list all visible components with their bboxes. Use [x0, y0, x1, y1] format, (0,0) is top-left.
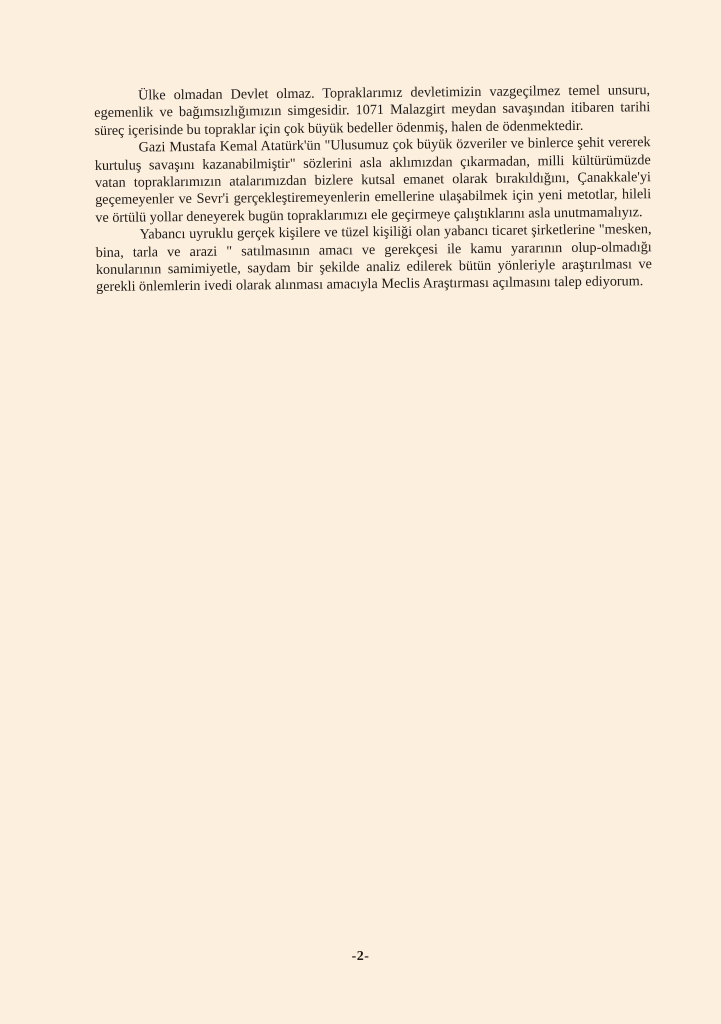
paragraph-ataturk-quote: Gazi Mustafa Kemal Atatürk'ün "Ulusumuz çok büyük özveriler ve binlerce şehit vererek kurtuluş savaşını kazanabilmiştir" sözlerini asla aklımızdan çıkarmadan, milli kültürümüzde vatan topraklarımızın atalarımızdan bizlere kutsal emanet olarak bırakıldığını, Çanakkale'yi geçemeyenler ve Sevr'i gerçekleştiremeyenlerin emellerine ulaşabilmek için yeni metotlar, hileli ve örtülü yollar deneyerek bugün topraklarımızı ele geçirmeye çalıştıklarını asla unutmamalıyız. [94, 134, 652, 226]
paragraph-research-request: Yabancı uyruklu gerçek kişilere ve tüzel kişiliği olan yabancı ticaret şirketlerine "mesken, bina, tarla ve arazi " satılmasının amacı ve gerekçesi ile kamu yararının olup-olmadığı konularının samimiyetle, saydam bir şekilde analiz edilerek bütün yönleriyle araştırılması ve gerekli önlemlerin ivedi olarak alınması amacıyla Meclis Araştırması açılmasını talep ediyorum. [95, 221, 652, 296]
body-text [94, 82, 652, 297]
page-number: -2- [351, 949, 370, 964]
paragraph-land-sovereignty: Ülke olmadan Devlet olmaz. Topraklarımız devletimizin vazgeçilmez temel unsuru, egemenlik ve bağımsızlığımızın simgesidir. 1071 Malazgirt meydan savaşından itibaren tarihi süreç içerisinde bu topraklar için çok büyük bedeller ödenmiş, halen de ödenmektedir. [94, 82, 651, 139]
